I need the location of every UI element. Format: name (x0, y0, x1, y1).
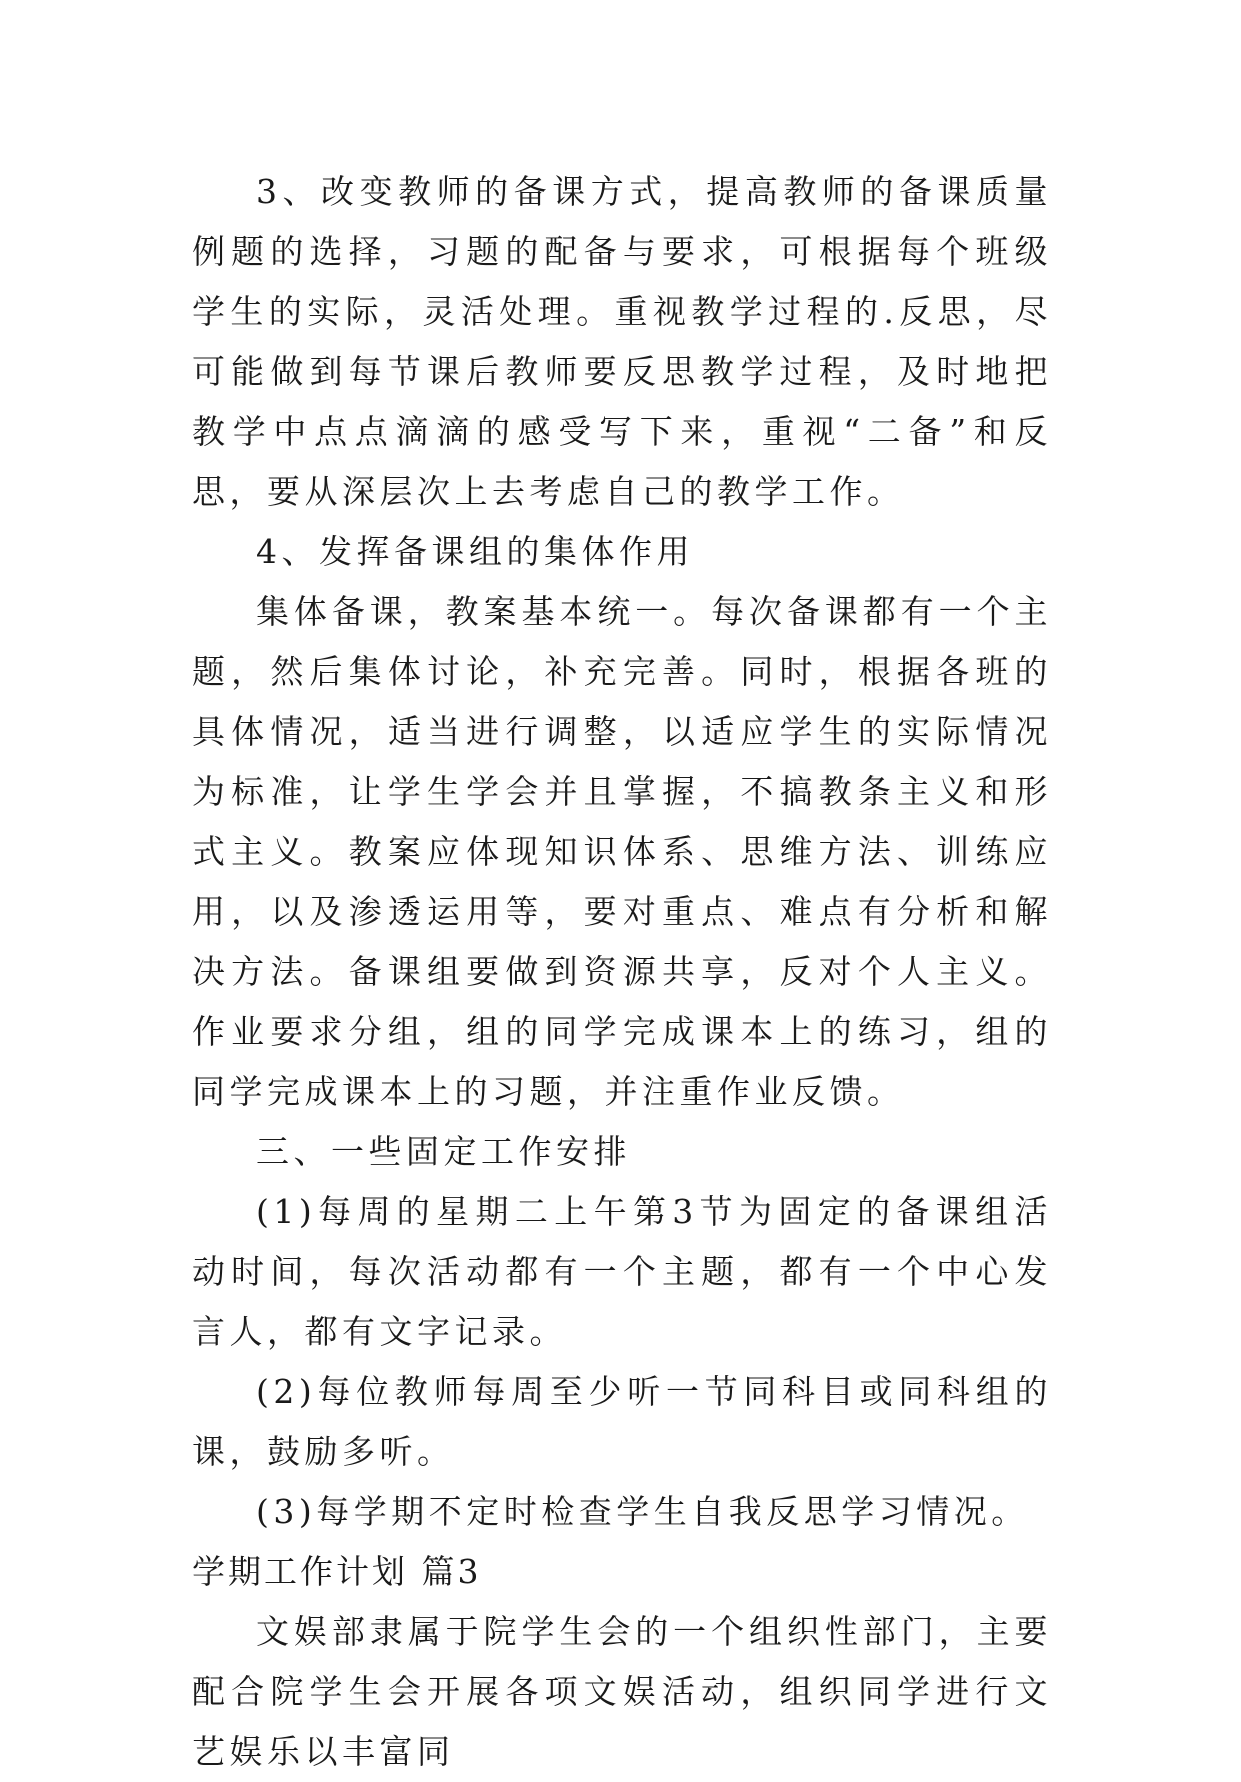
paragraph-item-1: (1)每周的星期二上午第3节为固定的备课组活动时间，每次活动都有一个主题，都有一个中心发言人，都有文字记录。 (192, 1192, 1052, 1351)
paragraph-item-3: (3)每学期不定时检查学生自我反思学习情况。 (256, 1492, 1029, 1531)
document-page (192, 162, 1052, 1782)
paragraph-lesson-prep-method: 3、改变教师的备课方式，提高教师的备课质量例题的选择，习题的配备与要求，可根据每个班级学生的实际，灵活处理。重视教学过程的.反思，尽可能做到每节课后教师要反思教学过程，及时地把教学中点点滴滴的感受写下来，重视“二备”和反思，要从深层次上去考虑自己的教学工作。 (192, 172, 1052, 511)
section-heading: 学期工作计划 篇3 (192, 1552, 482, 1591)
paragraph-collective-prep: 集体备课，教案基本统一。每次备课都有一个主题，然后集体讨论，补充完善。同时，根据各班的具体情况，适当进行调整，以适应学生的实际情况为标准，让学生学会并且掌握，不搞教条主义和形式主义。教案应体现知识体系、思维方法、训练应用，以及渗透运用等，要对重点、难点有分析和解决方法。备课组要做到资源共享，反对个人主义。作业要求分组，组的同学完成课本上的练习，组的同学完成课本上的习题，并注重作业反馈。 (192, 592, 1052, 1111)
paragraph-item-2: (2)每位教师每周至少听一节同科目或同科组的课，鼓励多听。 (192, 1372, 1052, 1471)
paragraph-closing: 文娱部隶属于院学生会的一个组织性部门，主要配合院学生会开展各项文娱活动，组织同学进行文艺娱乐以丰富同 (192, 1612, 1052, 1771)
paragraph-fixed-arrangements-title: 三、一些固定工作安排 (256, 1132, 631, 1171)
paragraph-group-role-title: 4、发挥备课组的集体作用 (256, 532, 694, 571)
